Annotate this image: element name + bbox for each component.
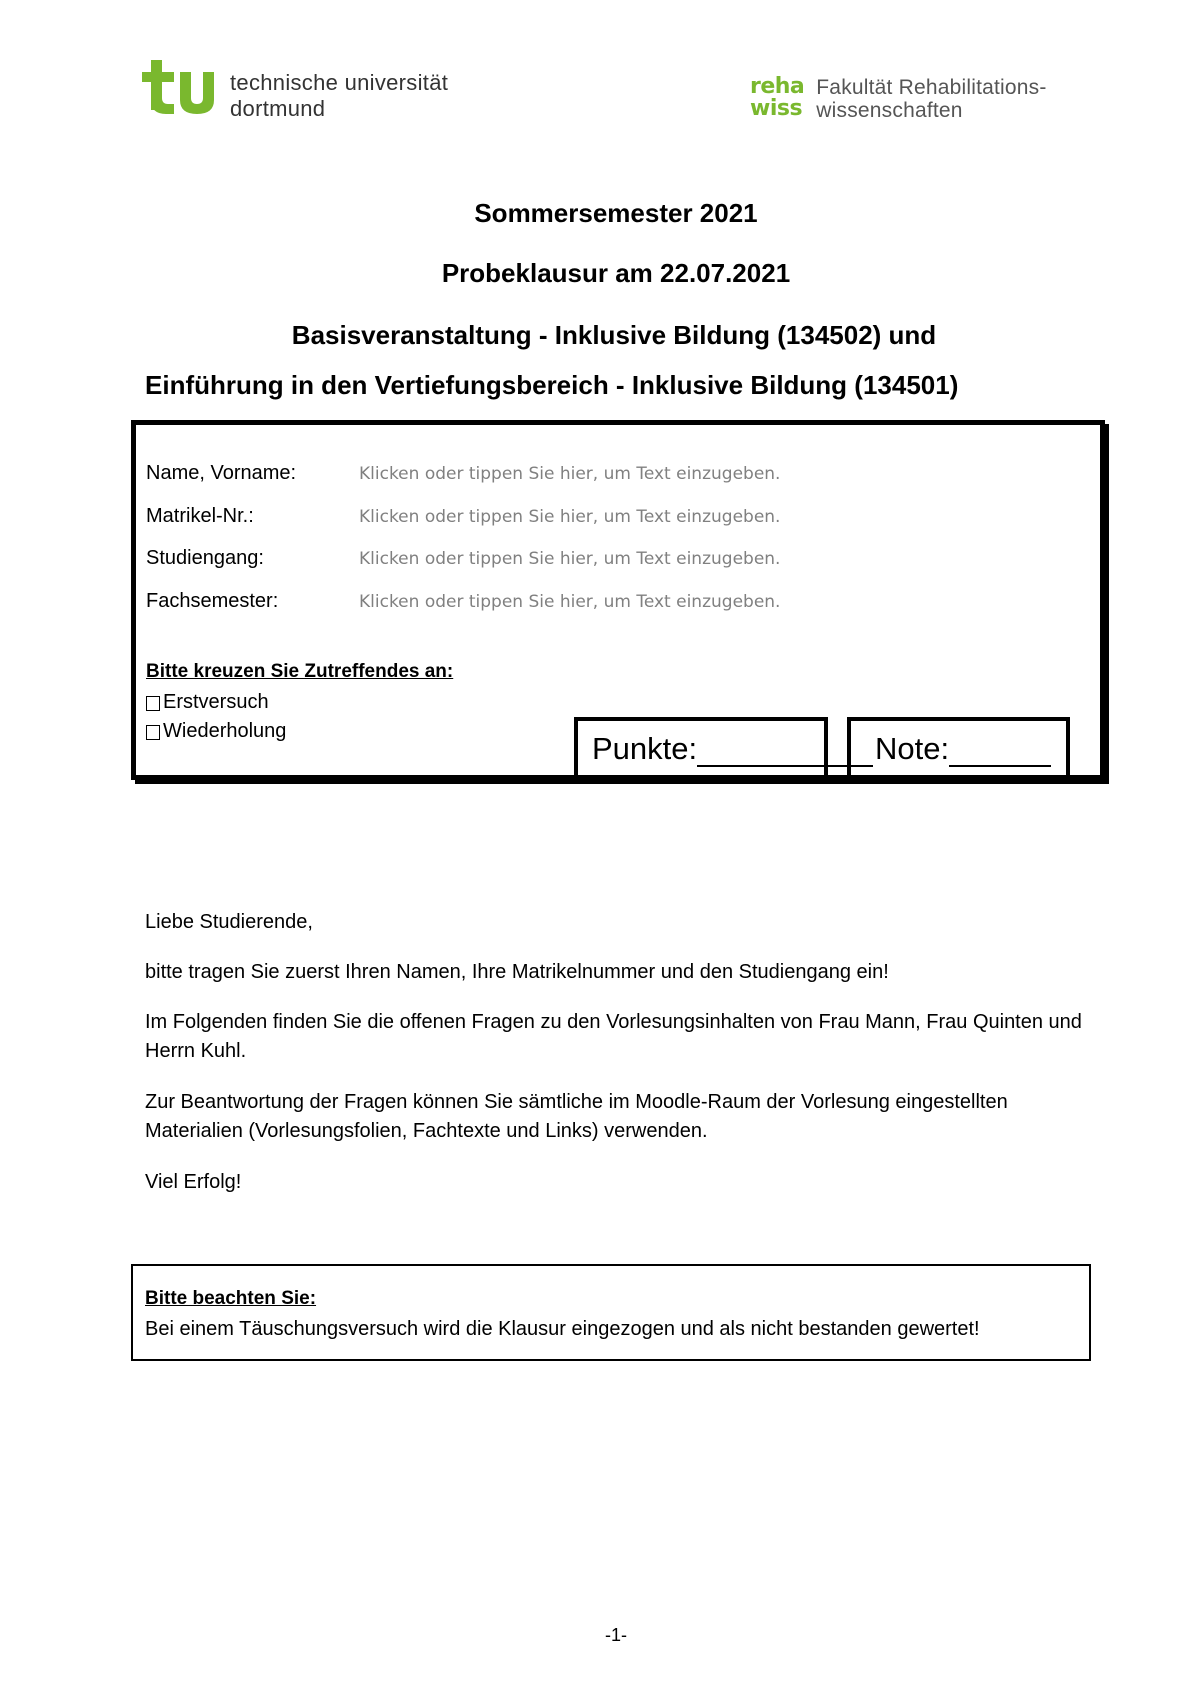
grade-label: Note:: [875, 731, 950, 766]
rehawiss-logo-text: [816, 76, 1046, 122]
check-heading: Bitte kreuzen Sie Zutreffendes an:: [146, 661, 454, 682]
semester-title: Sommersemester 2021: [474, 198, 758, 228]
erstversuch-label: Erstversuch: [163, 691, 269, 713]
letter-closing: Viel Erfolg!: [145, 1171, 242, 1193]
points-label: Punkte:: [592, 731, 698, 766]
notice-box: [131, 1264, 1091, 1361]
grade-blank: [949, 739, 1051, 767]
tu-logo-line2: dortmund: [230, 96, 326, 121]
letter-greeting: Liebe Studierende,: [145, 911, 313, 933]
page-number: -1-: [605, 1625, 627, 1645]
fachsemester-label: Fachsemester:: [146, 590, 279, 612]
exam-title: Probeklausur am 22.07.2021: [441, 258, 791, 288]
studiengang-label: Studiengang:: [146, 547, 264, 569]
course-title-line1: Basisveranstaltung - Inklusive Bildung (134502) und: [291, 320, 937, 350]
notice-heading: Bitte beachten Sie:: [145, 1288, 317, 1309]
erstversuch-checkbox[interactable]: [146, 696, 160, 711]
studiengang-field[interactable]: Klicken oder tippen Sie hier, um Text einzugeben.: [359, 549, 781, 569]
rehawiss-mark-line2: wiss: [750, 96, 803, 121]
rehawiss-logo-line1: Fakultät Rehabilitations-: [816, 76, 1047, 99]
letter-paragraph-3: Zur Beantwortung der Fragen können Sie sämtliche im Moodle-Raum der Vorlesung eingestellten Materialien (Vorlesungsfolien, Fachtexte und Links) verwenden.: [145, 1091, 1008, 1142]
letter-paragraph-1: bitte tragen Sie zuerst Ihren Namen, Ihre Matrikelnummer und den Studiengang ein!: [145, 961, 889, 983]
option-erstversuch[interactable]: [146, 691, 269, 714]
rehawiss-logo: [750, 76, 1047, 122]
rehawiss-mark-line1: reha: [750, 74, 805, 99]
letter-paragraph-2: Im Folgenden finden Sie die offenen Fragen zu den Vorlesungsinhalten von Frau Mann, Frau Quinten und Herrn Kuhl.: [145, 1011, 1082, 1062]
grade-box: [847, 717, 1070, 778]
wiederholung-label: Wiederholung: [163, 720, 287, 742]
matrikel-label: Matrikel-Nr.:: [146, 505, 254, 527]
name-label: Name, Vorname:: [146, 462, 297, 484]
name-field[interactable]: Klicken oder tippen Sie hier, um Text einzugeben.: [359, 464, 781, 484]
points-box: [574, 717, 828, 778]
notice-text: Bei einem Täuschungsversuch wird die Klausur eingezogen und als nicht bestanden gewertet!: [145, 1318, 980, 1340]
rehawiss-logo-mark: [750, 76, 804, 120]
matrikel-field[interactable]: Klicken oder tippen Sie hier, um Text einzugeben.: [359, 507, 781, 527]
option-wiederholung[interactable]: [146, 720, 286, 743]
wiederholung-checkbox[interactable]: [146, 725, 160, 740]
student-info-box: [131, 420, 1105, 780]
tu-logo-mark-icon: [142, 60, 216, 116]
tu-dortmund-logo: [142, 60, 448, 122]
fachsemester-field[interactable]: Klicken oder tippen Sie hier, um Text einzugeben.: [359, 592, 781, 612]
course-title-line2: Einführung in den Vertiefungsbereich - Inklusive Bildung (134501): [145, 370, 959, 400]
rehawiss-logo-line2: wissenschaften: [816, 99, 963, 122]
tu-logo-line1: technische universität: [230, 70, 449, 95]
tu-logo-text: [230, 70, 448, 122]
